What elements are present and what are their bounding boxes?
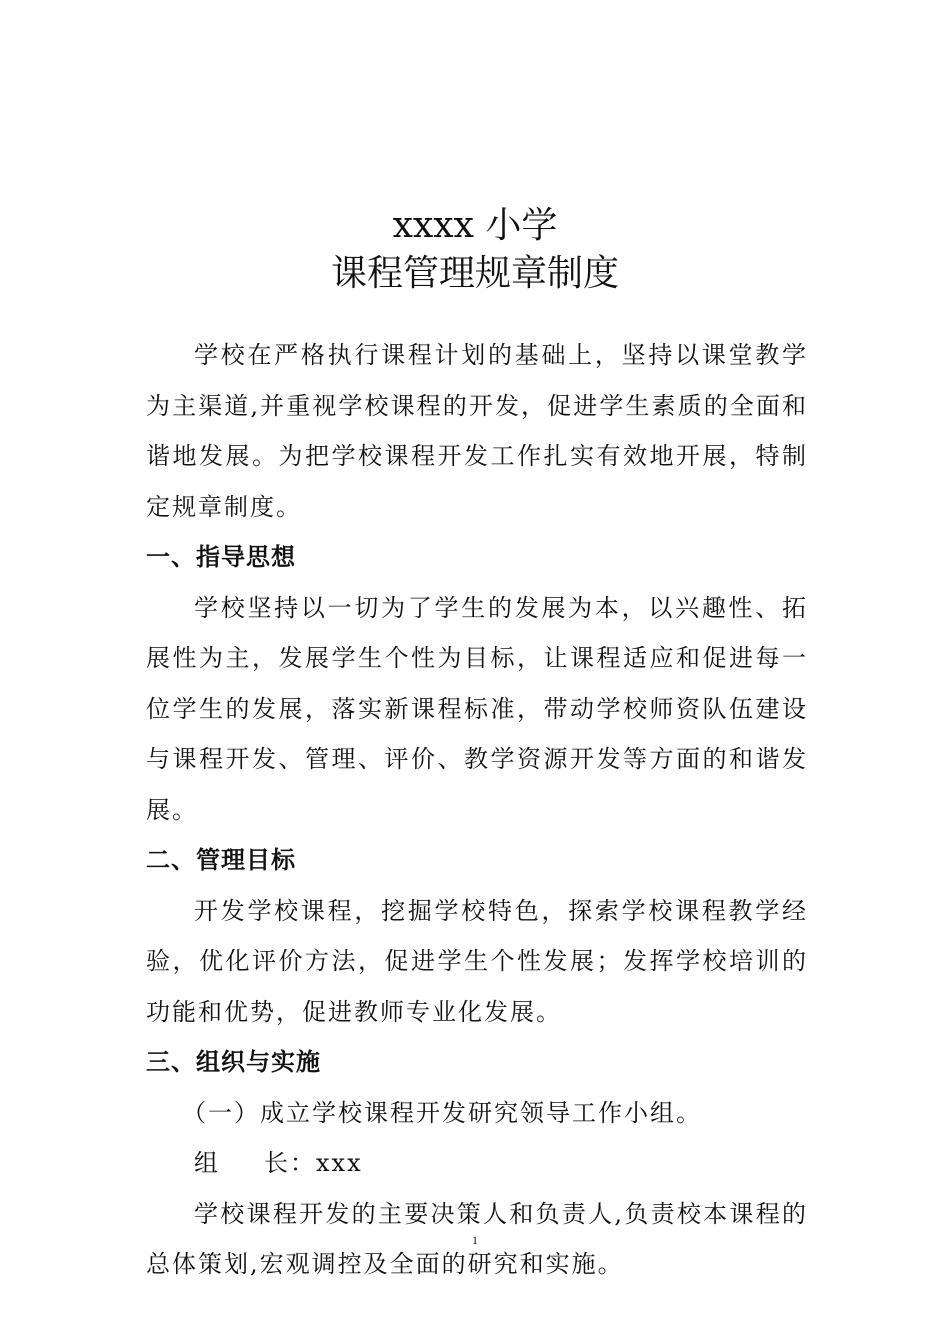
subsection-heading-leading-group: （一）成立学校课程开发研究领导工作小组。 (182, 1098, 702, 1127)
section-paragraph-guiding-ideas: 学校坚持以一切为了学生的发展为本，以兴趣性、拓展性为主，发展学生个性为目标，让课程适应和促进每一位学生的发展，落实新课程标准，带动学校师资队伍建设与课程开发、管理、评价、教学资源开发等方面的和谐发展。 (146, 593, 808, 824)
section-paragraph-management-goals: 开发学校课程，挖掘学校特色，探索学校课程教学经验，优化评价方法，促进学生个性发展；发挥学校培训的功能和优势，促进教师专业化发展。 (146, 896, 808, 1026)
document-title-main: 课程管理规章制度 (330, 253, 619, 294)
section-heading-guiding-ideas: 一、指导思想 (146, 543, 296, 571)
document-title-school: xxxx 小学 (392, 205, 558, 246)
group-leader-label-part2: 长： (264, 1149, 316, 1177)
section-heading-organization: 三、组织与实施 (146, 1048, 321, 1076)
page-number: 1 (472, 1233, 478, 1247)
section-heading-management-goals: 二、管理目标 (146, 846, 296, 874)
document-body (146, 330, 808, 1290)
intro-paragraph: 学校在严格执行课程计划的基础上，坚持以课堂教学为主渠道,并重视学校课程的开发，促进学生素质的全面和谐地发展。为把学校课程开发工作扎实有效地开展，特制定规章制度。 (146, 341, 808, 521)
group-leader-label-part1: 组 (194, 1149, 220, 1177)
group-leader-name: xxx (316, 1149, 363, 1177)
group-leader-line (146, 1138, 808, 1189)
group-leader-duty: 学校课程开发的主要决策人和负责人,负责校本课程的总体策划,宏观调控及全面的研究和实施。 (146, 1199, 808, 1278)
